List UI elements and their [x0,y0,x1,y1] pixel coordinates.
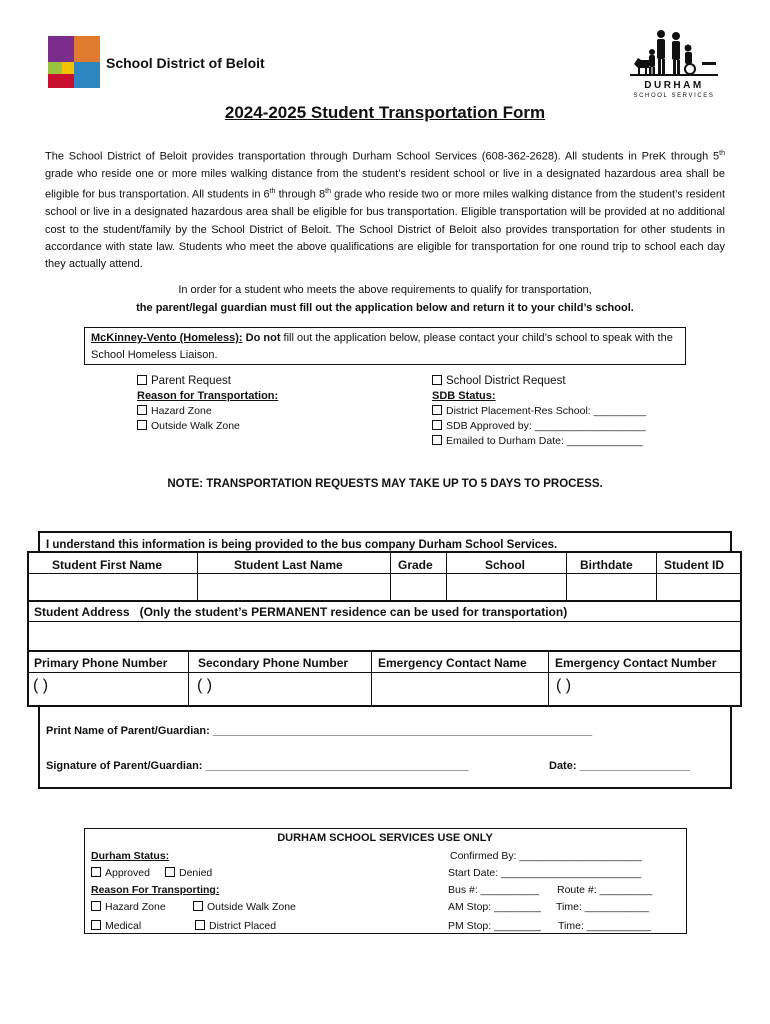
am-time-field[interactable]: Time: ___________ [556,901,650,913]
district-request-checkbox[interactable]: School District Request [432,375,646,387]
dss-outside-checkbox[interactable]: Outside Walk Zone [193,901,296,913]
mckinney-label: McKinney-Vento (Homeless): [91,332,243,344]
col-student-id: Student ID [664,558,724,572]
am-stop-field[interactable]: AM Stop: ________ [448,901,541,913]
page-title: 2024-2025 Student Transportation Form [224,103,546,122]
sig-bottom-border [38,787,732,789]
address-input[interactable] [29,622,739,649]
logo-square-green [48,62,62,74]
signature-field[interactable]: Signature of Parent/Guardian: ___________________________________________ [46,760,469,772]
col-divider [371,650,372,707]
durham-use-title: DURHAM SCHOOL SERVICES USE ONLY [277,832,493,844]
form-right-top-border [730,531,732,551]
pm-time-field[interactable]: Time: ___________ [558,920,652,932]
intro-paragraph: The School District of Beloit provides transportation through Durham School Services (608-362-2628). All students in PreK through 5th grade who reside one or more miles walking distance from the student’s resident school or live in a designated hazardous area shall be eligible for bus transportation. All students in 6th through 8th grade who reside two or more miles walking distance from the student’s resident school or live in a designated hazardous area shall be eligible for bus transportation. Eligible transportation will be provided at no additional cost to the student/family by the School District of Beloit. The School District of Beloit also provides transportation for other students in accordance with state law. Students who meet the above qualifications are eligible for transportation for one round trip to school each day they actually attend. [45,150,725,271]
start-date-field[interactable]: Start Date: ________________________ [448,867,642,879]
district-placement-checkbox[interactable]: District Placement-Res School: _________ [432,405,646,417]
mckinney-text: fill out the application below, please contact your child’s school to speak with the School Homeless Liaison. [91,332,673,361]
reason-label: Reason for Transportation: [137,390,279,402]
col-grade: Grade [398,558,433,572]
form-top-border [38,531,732,533]
row-divider [27,650,742,652]
route-number-field[interactable]: Route #: _________ [557,884,653,896]
form-left-top-border [38,531,40,551]
processing-note: NOTE: TRANSPORTATION REQUESTS MAY TAKE UP TO 5 DAYS TO PROCESS. [167,478,603,490]
outside-walk-zone-checkbox[interactable]: Outside Walk Zone [137,420,278,432]
dss-hazard-checkbox[interactable]: Hazard Zone [91,901,166,913]
logo-square-purple [48,36,74,62]
pm-stop-field[interactable]: PM Stop: ________ [448,920,541,932]
sdb-status-label: SDB Status: [432,390,496,402]
col-emergency-name: Emergency Contact Name [378,656,527,670]
checkbox-icon [137,420,147,430]
student-id-input[interactable] [657,574,739,600]
row-divider [27,600,742,602]
logo-square-yellow [62,62,74,74]
school-input[interactable] [447,574,565,600]
first-name-input[interactable] [29,574,196,600]
sig-left-border [38,705,40,788]
emergency-number-input[interactable]: ( ) [556,677,572,694]
col-school: School [485,558,526,572]
confirmed-by-field[interactable]: Confirmed By: _____________________ [450,850,643,862]
checkbox-icon [137,375,147,385]
bus-number-field[interactable]: Bus #: __________ [448,884,540,896]
parent-request-section [137,375,278,432]
checkbox-icon [193,901,203,911]
checkbox-icon [137,405,147,415]
secondary-phone-input[interactable]: ( ) [197,677,213,694]
logo-square-orange [74,36,100,62]
col-divider [188,650,189,707]
sig-right-border [730,705,732,788]
do-not-text: Do not [245,332,281,344]
district-name: School District of Beloit [106,55,265,71]
col-first-name: Student First Name [52,558,163,572]
checkbox-icon [195,920,205,930]
checkbox-icon [432,405,442,415]
signature-date-field[interactable]: Date: __________________ [549,760,690,772]
checkbox-icon [432,375,442,385]
address-label: Student Address (Only the student’s PERMANENT residence can be used for transportation) [34,605,568,619]
checkbox-icon [91,901,101,911]
col-secondary-phone: Secondary Phone Number [198,656,349,670]
durham-status-label: Durham Status: [91,850,170,862]
last-name-input[interactable] [198,574,389,600]
durham-wordmark: DURHAM [644,80,704,91]
row-divider [27,705,742,707]
grade-input[interactable] [391,574,445,600]
hazard-zone-checkbox[interactable]: Hazard Zone [137,405,278,417]
col-emergency-number: Emergency Contact Number [555,656,717,670]
col-birthdate: Birthdate [580,558,633,572]
understand-statement: I understand this information is being provided to the bus company Durham School Services. [46,539,558,551]
district-request-section [432,375,646,447]
requirements-line: In order for a student who meets the above requirements to qualify for transportation, [178,284,592,296]
form-right-border [740,551,742,707]
checkbox-icon [432,435,442,445]
primary-phone-input[interactable]: ( ) [33,677,49,694]
beloit-logo [48,36,100,88]
sdb-approved-checkbox[interactable]: SDB Approved by: ___________________ [432,420,646,432]
medical-checkbox[interactable]: Medical [91,920,141,932]
col-divider [548,650,549,707]
checkbox-icon [165,867,175,877]
mckinney-vento-box [84,327,686,365]
district-placed-checkbox[interactable]: District Placed [195,920,276,932]
birthdate-input[interactable] [567,574,655,600]
return-instructions: the parent/legal guardian must fill out the application below and return it to your child’s school. [136,302,634,314]
emailed-durham-checkbox[interactable]: Emailed to Durham Date: _____________ [432,435,646,447]
checkbox-icon [91,920,101,930]
print-name-field[interactable]: Print Name of Parent/Guardian: ______________________________________________________________ [46,725,593,737]
row-divider [27,551,742,553]
reason-transporting-label: Reason For Transporting: [91,884,220,896]
parent-request-checkbox[interactable]: Parent Request [137,375,278,387]
col-primary-phone: Primary Phone Number [34,656,168,670]
approved-checkbox[interactable]: Approved [91,867,150,879]
checkbox-icon [91,867,101,877]
denied-checkbox[interactable]: Denied [165,867,212,879]
logo-square-blue [74,62,100,88]
durham-subtitle: SCHOOL SERVICES [633,93,715,99]
logo-square-red [48,74,74,88]
col-last-name: Student Last Name [234,558,343,572]
checkbox-icon [432,420,442,430]
emergency-name-input[interactable] [373,673,547,705]
